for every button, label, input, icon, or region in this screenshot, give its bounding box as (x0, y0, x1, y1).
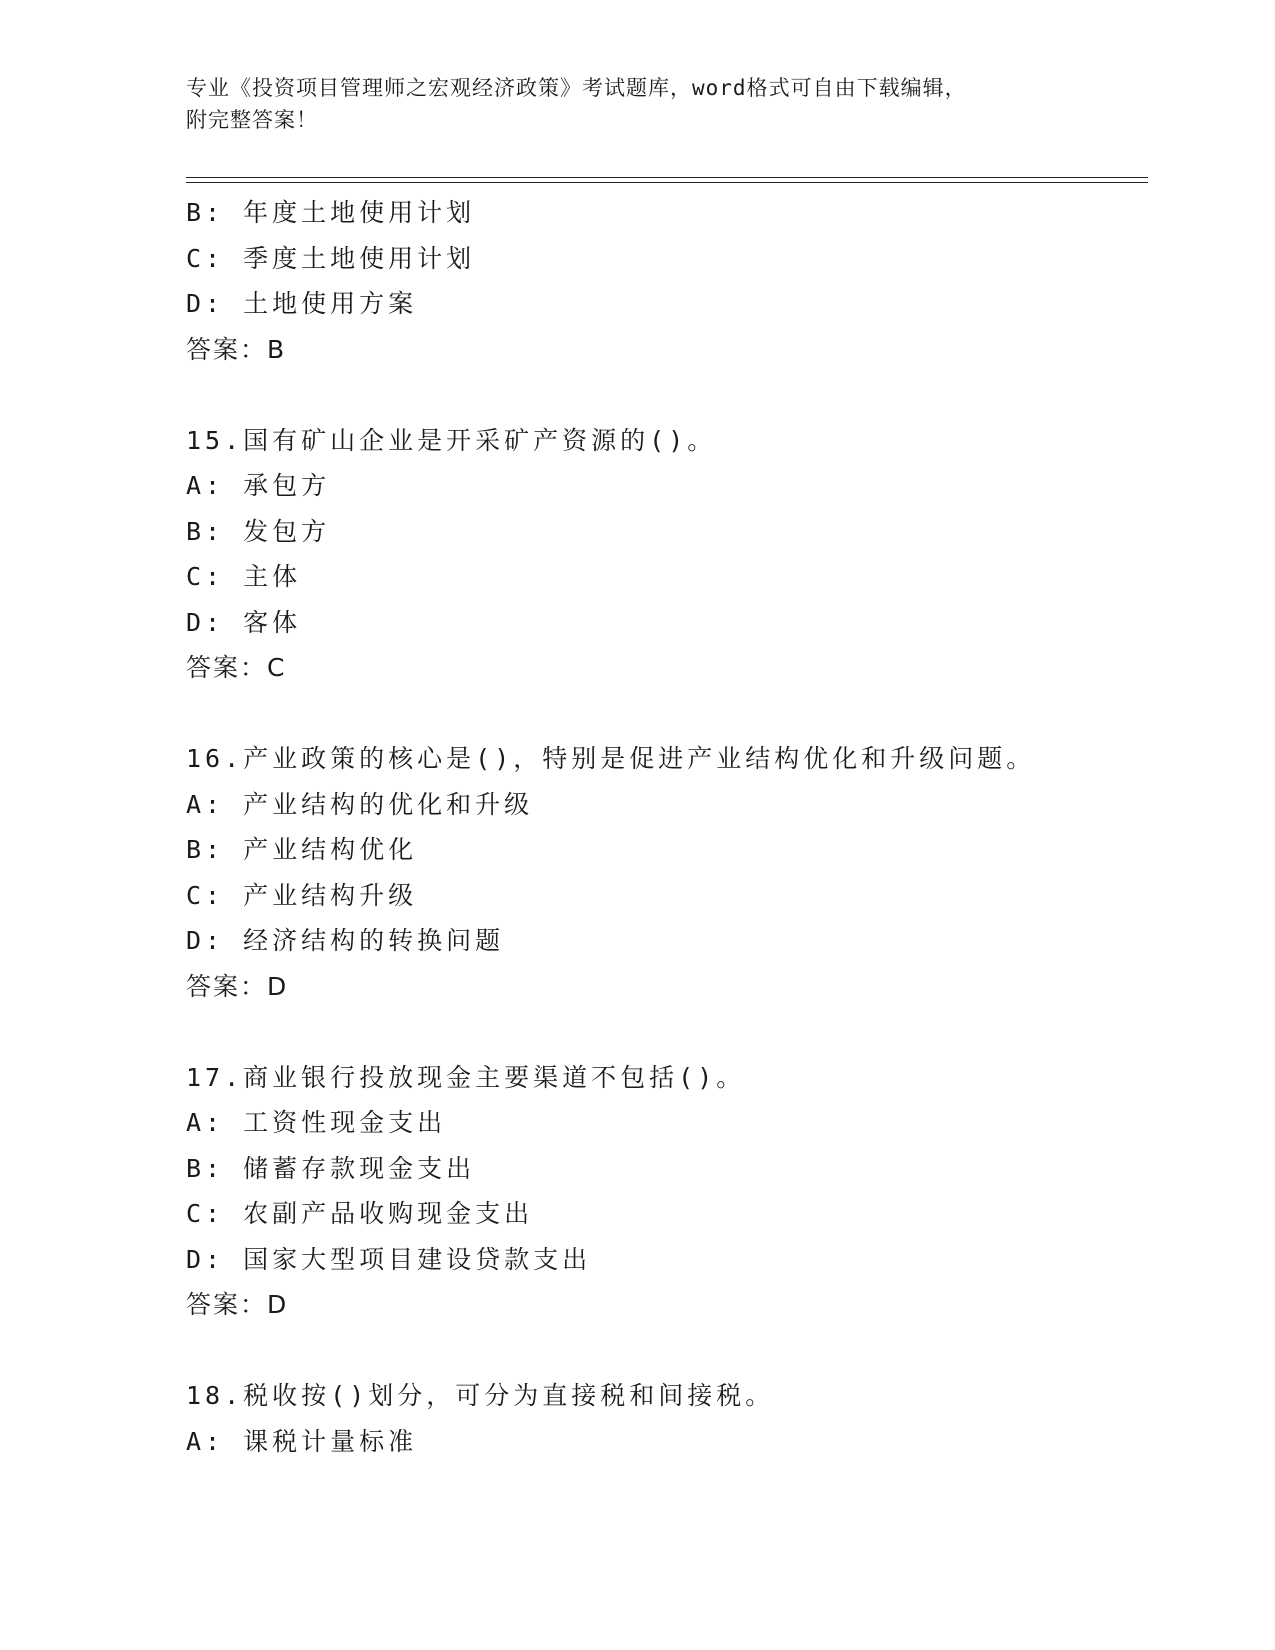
question-stem: 17.商业银行投放现金主要渠道不包括()。 (186, 1062, 746, 1092)
question-stem: 15.国有矿山企业是开采矿产资源的()。 (186, 425, 717, 455)
option: C: 产业结构升级 (186, 880, 418, 910)
option: D: 国家大型项目建设贷款支出 (186, 1244, 592, 1274)
option: D: 客体 (186, 607, 302, 637)
option: B: 产业结构优化 (186, 835, 418, 864)
option: C: 主体 (186, 562, 302, 591)
option: A: 产业结构的优化和升级 (186, 789, 534, 819)
question-item (186, 736, 1146, 1009)
option: C: 季度土地使用计划 (186, 243, 476, 273)
option: D: 土地使用方案 (186, 289, 418, 318)
option: D: 经济结构的转换问题 (186, 926, 505, 955)
header-line-1: 专业《投资项目管理师之宏观经济政策》考试题库，word格式可自由下载编辑， (186, 76, 967, 100)
option: C: 农副产品收购现金支出 (186, 1199, 534, 1228)
header-rule-bottom (186, 182, 1148, 183)
option: B: 发包方 (186, 516, 331, 546)
option: B: 储蓄存款现金支出 (186, 1153, 476, 1183)
option: A: 工资性现金支出 (186, 1108, 447, 1137)
option: A: 承包方 (186, 471, 331, 500)
header-line-2: 附完整答案！ (186, 108, 318, 132)
answer: 答案：D (186, 1290, 289, 1319)
option: B: 年度土地使用计划 (186, 198, 476, 227)
question-item (186, 1373, 1146, 1464)
document-header (186, 72, 1066, 136)
answer: 答案：B (186, 334, 287, 364)
question-stem: 16.产业政策的核心是()，特别是促进产业结构优化和升级问题。 (186, 744, 1036, 773)
question-item (186, 190, 1146, 372)
question-stem: 18.税收按()划分，可分为直接税和间接税。 (186, 1381, 775, 1410)
header-rule-top (186, 177, 1148, 178)
answer: 答案：C (186, 653, 287, 682)
question-list (186, 190, 1146, 1464)
question-item (186, 418, 1146, 691)
answer: 答案：D (186, 971, 289, 1001)
question-item (186, 1055, 1146, 1328)
option: A: 课税计量标准 (186, 1426, 418, 1456)
